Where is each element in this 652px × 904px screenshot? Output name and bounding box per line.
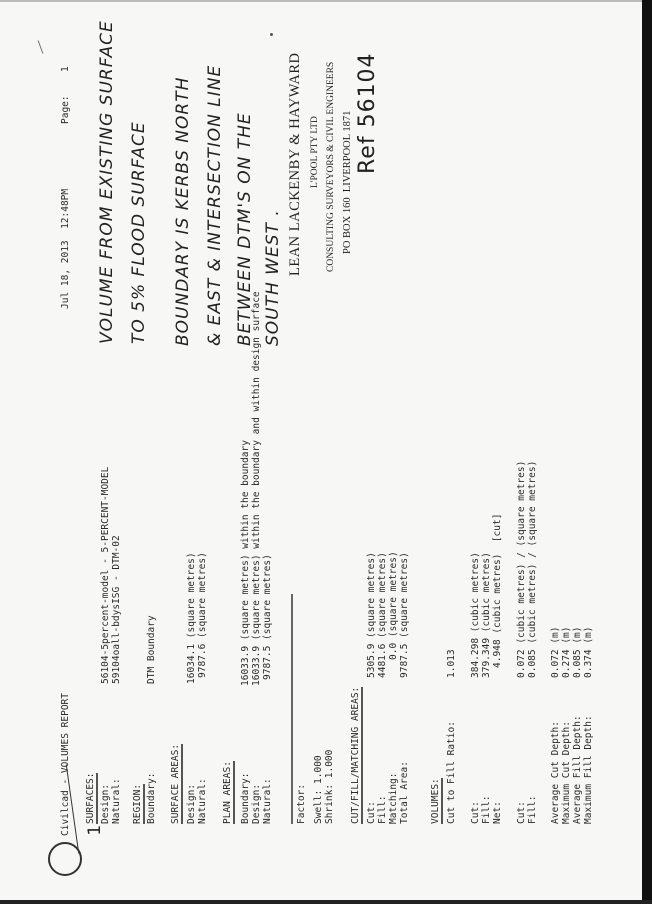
region-boundary-value: DTM Boundary: [146, 615, 157, 684]
cfa-matching-label: Matching:: [388, 772, 399, 824]
max-fill-depth-label: Maximum Fill Depth:: [583, 715, 594, 824]
firm-name: LEAN LACKENBY & HAYWARD: [287, 52, 303, 276]
volumes-net-label: Net:: [492, 801, 503, 824]
volumes-cut-rate-label: Cut:: [516, 801, 527, 824]
cfa-total-value: 9787.5 (square metres): [399, 552, 410, 678]
cfa-matching-value: 0.0 (square metres): [388, 551, 399, 660]
page-label: Page:: [60, 95, 71, 124]
volumes-fill-rate-value: 0.085 (cubic metres) / (square metres): [527, 460, 538, 678]
plan-areas-design-label: Design:: [251, 783, 262, 824]
max-fill-depth-value: 0.374 (m): [583, 626, 594, 678]
surfaces-natural-value: 59104oall-bdysISG - DTM-02: [111, 535, 122, 684]
page-number: 1: [60, 66, 71, 72]
volumes-net-value: 4.948 (cubic metres) [cut]: [492, 513, 503, 668]
factor-divider: [291, 594, 293, 824]
volumes-cut-rate-value: 0.072 (cubic metres) / (square metres): [516, 460, 527, 678]
volumes-cut-value: 384.298 (cubic metres): [470, 552, 481, 678]
surface-areas-heading: SURFACE AREAS:: [170, 743, 181, 824]
cfa-fill-label: Fill:: [377, 795, 388, 824]
volumes-heading: VOLUMES:: [430, 778, 441, 824]
cut-fill-areas-heading: CUT/FILL/MATCHING AREAS:: [350, 686, 361, 824]
factor-swell: Swell: 1.000: [313, 755, 324, 824]
avg-fill-depth-value: 0.085 (m): [572, 626, 583, 678]
avg-fill-depth-label: Average Fill Depth:: [572, 715, 583, 824]
cfa-cut-label: Cut:: [366, 801, 377, 824]
volumes-fill-label: Fill:: [481, 795, 492, 824]
report-title: Civilcad - VOLUMES REPORT: [60, 693, 71, 836]
firm-line-2: CONSULTING SURVEYORS & CIVIL ENGINEERS: [326, 61, 336, 272]
handwritten-note-line-1: VOLUME FROM EXISTING SURFACE: [97, 20, 117, 344]
plan-areas-heading: PLAN AREAS:: [222, 761, 233, 824]
cfa-cut-value: 5305.9 (square metres): [366, 552, 377, 678]
surface-areas-design-value: 16034.1 (square metres): [186, 552, 197, 684]
max-cut-depth-value: 0.274 (m): [561, 626, 572, 678]
volumes-ratio-label: Cut to Fill Ratio:: [446, 721, 457, 824]
factor-heading: Factor:: [296, 783, 307, 824]
surfaces-design-value: 56104-5percent-model - 5-PERCENT-MODEL: [100, 466, 111, 684]
volumes-cut-label: Cut:: [470, 801, 481, 824]
reference-note: Ref 56104: [355, 52, 380, 174]
cfa-total-label: Total Area:: [399, 761, 410, 824]
avg-cut-depth-label: Average Cut Depth:: [550, 721, 561, 824]
report-date: Jul 18, 2013 12:48PM: [60, 188, 71, 309]
handwritten-note-line-3: BOUNDARY IS KERBS NORTH: [173, 76, 193, 346]
plan-areas-boundary-label: Boundary:: [240, 772, 251, 824]
stray-mark: [270, 33, 273, 36]
surfaces-natural-label: Natural:: [111, 778, 122, 824]
handwritten-note-line-4: & EAST & INTERSECTION LINE: [205, 64, 225, 346]
volumes-fill-value: 379.349 (cubic metres): [481, 552, 492, 678]
surface-areas-natural-value: 9787.6 (square metres): [197, 552, 208, 678]
firm-sub: L'POOL PTY LTD: [310, 116, 320, 188]
surfaces-heading: SURFACES:: [85, 772, 96, 824]
plan-areas-boundary-value: 16033.9 (square metres) within the boundary: [240, 440, 251, 686]
plan-areas-natural-value: 9787.5 (square metres): [262, 554, 273, 680]
handwritten-note-line-6: SOUTH WEST .: [263, 209, 283, 346]
surface-areas-natural-label: Natural:: [197, 778, 208, 824]
avg-cut-depth-value: 0.072 (m): [550, 626, 561, 678]
factor-shrink: Shrink: 1.000: [324, 749, 335, 824]
handwritten-note-line-2: TO 5% FLOOD SURFACE: [129, 121, 149, 344]
handwritten-note-line-5: BETWEEN DTM'S ON THE: [235, 112, 255, 346]
circled-number: 1: [48, 842, 82, 876]
plan-areas-design-value: 16033.9 (square metres) within the boundary and within design surface: [251, 291, 262, 686]
surface-areas-design-label: Design:: [186, 783, 197, 824]
plan-areas-natural-label: Natural:: [262, 778, 273, 824]
max-cut-depth-label: Maximum Cut Depth:: [561, 721, 572, 824]
volumes-fill-rate-label: Fill:: [527, 795, 538, 824]
surfaces-design-label: Design:: [100, 783, 111, 824]
stray-mark-top: [38, 40, 44, 53]
firm-line-3: PO BOX 160 LIVERPOOL 1871: [342, 110, 353, 254]
volumes-ratio-value: 1.013: [446, 649, 457, 678]
cfa-fill-value: 4481.6 (square metres): [377, 552, 388, 678]
region-boundary-label: Boundary:: [146, 772, 157, 824]
region-heading: REGION:: [132, 783, 143, 824]
